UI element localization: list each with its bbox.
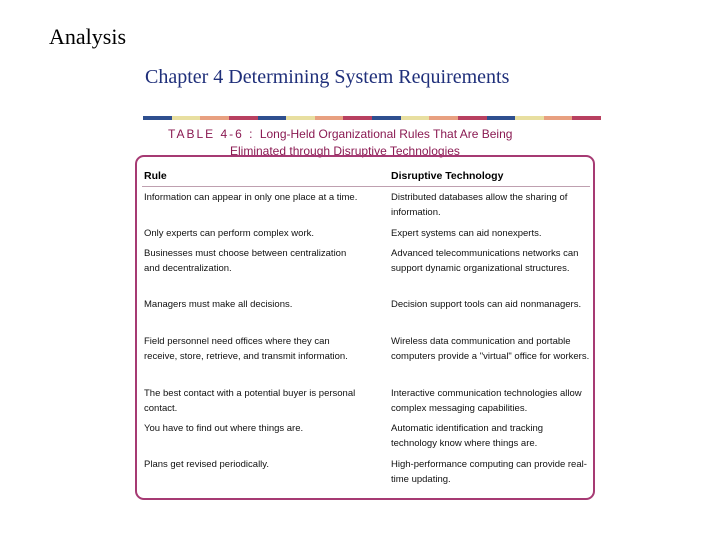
stripe-segment (172, 116, 201, 120)
rule-cell: You have to find out where things are. (144, 423, 304, 434)
technology-cell: Decision support tools can aid nonmanagers. (391, 299, 582, 310)
technology-cell: Interactive communication technologies allow complex messaging capabilities. (391, 388, 582, 414)
stripe-segment (343, 116, 372, 120)
column-header-technology: Disruptive Technology (391, 170, 504, 182)
stripe-segment (229, 116, 258, 120)
stripe-segment (458, 116, 487, 120)
technology-cell: Advanced telecommunications networks can support dynamic organizational structures. (391, 248, 579, 274)
rule-cell: Plans get revised periodically. (144, 459, 269, 470)
stripe-segment (200, 116, 229, 120)
rule-cell: Field personnel need offices where they can receive, store, retrieve, and transmit information. (144, 336, 348, 362)
stripe-segment (143, 116, 172, 120)
section-label: Analysis (49, 24, 126, 49)
column-header-rule: Rule (144, 170, 167, 182)
table-title-line-1: Long-Held Organizational Rules That Are Being (259, 127, 513, 141)
rule-cell: Businesses must choose between centralization and decentralization. (144, 248, 347, 274)
stripe-segment (315, 116, 344, 120)
technology-cell: Wireless data communication and portable computers provide a "virtual" office for workers. (391, 336, 590, 362)
stripe-segment (544, 116, 573, 120)
decorative-stripe (143, 116, 601, 120)
table-number: TABLE 4-6 : (168, 127, 255, 141)
technology-cell: Automatic identification and tracking technology know where things are. (391, 423, 544, 449)
stripe-segment (515, 116, 544, 120)
stripe-segment (572, 116, 601, 120)
chapter-title: Chapter 4 Determining System Requirements (145, 66, 510, 88)
stripe-segment (487, 116, 516, 120)
header-divider (142, 186, 590, 187)
stripe-segment (429, 116, 458, 120)
technology-cell: Expert systems can aid nonexperts. (391, 228, 542, 239)
rule-cell: The best contact with a potential buyer is personal contact. (144, 388, 356, 414)
stripe-segment (372, 116, 401, 120)
stripe-segment (286, 116, 315, 120)
technology-cell: High-performance computing can provide real-time updating. (391, 459, 587, 485)
rule-cell: Managers must make all decisions. (144, 299, 293, 310)
rule-cell: Only experts can perform complex work. (144, 228, 315, 239)
rule-cell: Information can appear in only one place at a time. (144, 192, 358, 203)
stripe-segment (258, 116, 287, 120)
table-title-line-2: Eliminated through Disruptive Technologies (230, 144, 460, 158)
stripe-segment (401, 116, 430, 120)
technology-cell: Distributed databases allow the sharing of information. (391, 192, 568, 218)
